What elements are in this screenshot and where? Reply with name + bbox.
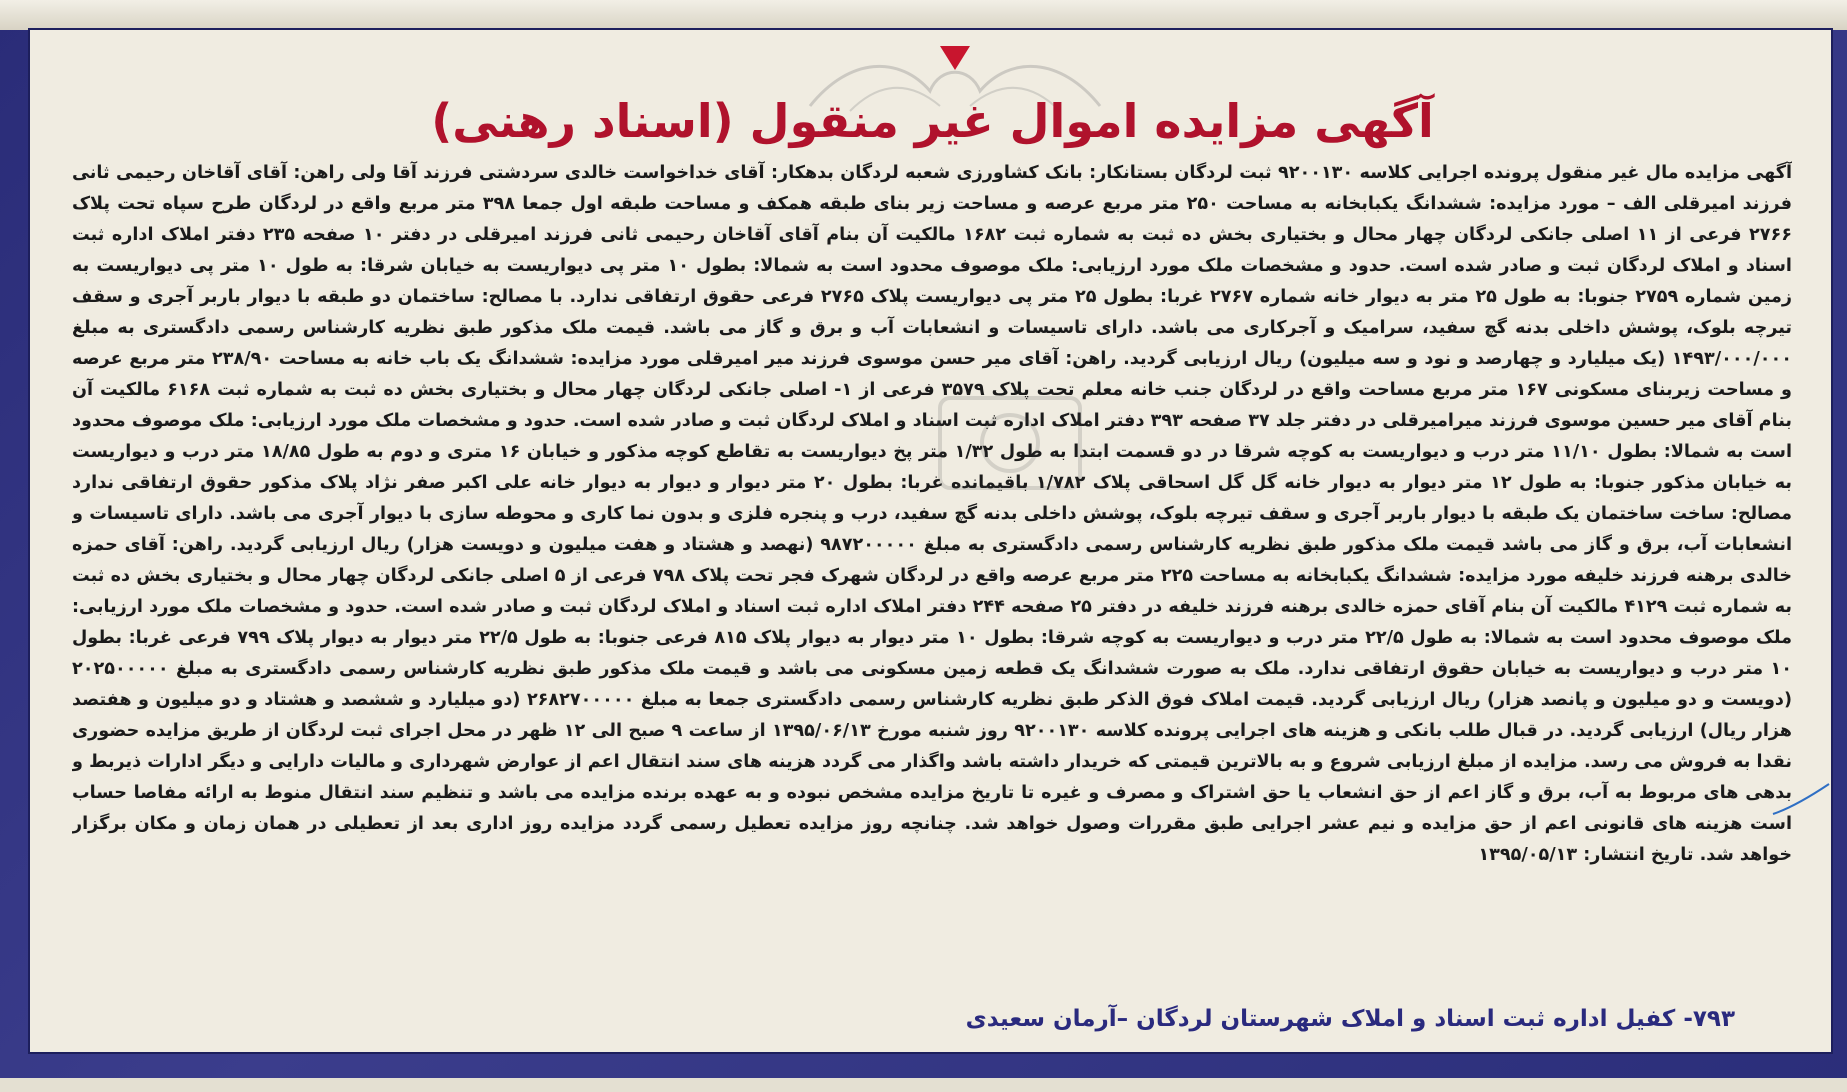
pen-mark-icon xyxy=(1771,780,1831,820)
top-paper-strip xyxy=(0,0,1847,30)
notice-panel xyxy=(28,28,1833,1054)
notice-title: آگهی مزایده اموال غیر منقول (اسناد رهنی) xyxy=(431,94,1434,148)
bottom-paper-strip xyxy=(0,1078,1847,1092)
notice-signature: ۷۹۳- کفیل اداره ثبت اسناد و املاک شهرستان لردگان –آرمان سعیدی xyxy=(965,1006,1735,1032)
watermark-logo-icon xyxy=(930,388,1090,498)
notice-body: آگهی مزایده مال غیر منقول پرونده اجرایی کلاسه ۹۲۰۰۱۳۰ ثبت لردگان بستانکار: بانک کشاورزی شعبه لردگان بدهکار: آقای خداخواست خالدی سردشتی فرزند آقا ولی راهن: آقای آقاخان رحیمی ثانی فرزند امیرقلی الف – مورد مزایده: ششدانگ یکبابخانه به مساحت ۲۵۰ متر مربع عرصه و مساحت زیر بنای طبقه همکف و مساحت طبقه اول جمعا ۳۹۸ متر مربع واقع در لردگان طرح سپاه تحت پلاک ۲۷۶۶ فرعی از ۱۱ اصلی جانکی لردگان چهار محال و بختیاری بخش ده ثبت به شماره ثبت ۱۶۸۲ مالکیت آن بنام آقای آقاخان رحیمی ثانی فرزند امیرقلی در دفتر ۱۰ صفحه ۲۳۵ دفتر املاک اداره ثبت اسناد و املاک لردگان ثبت و صادر شده است. حدود و مشخصات ملک مورد ارزیابی: ملک موصوف محدود است به شمالا: بطول ۱۰ متر پی دیواریست به خیابان شرقا: به طول ۱۰ متر پی دیواریست به زمین شماره ۲۷۵۹ جنوبا: به طول ۲۵ متر به دیوار خانه شماره ۲۷۶۷ غربا: بطول ۲۵ متر پی دیواریست پلاک ۲۷۶۵ فرعی حقوق ارتفاقی ندارد. با مصالح: ساختمان دو طبقه با دیوار باربر آجری و سقف تیرچه بلوک، پوشش داخلی بدنه گچ سفید، سرامیک و آجرکاری می باشد. دارای تاسیسات و انشعابات آب و برق و گاز می باشد. قیمت ملک مذکور طبق نظریه کارشناس رسمی دادگستری به مبلغ ۱۴۹۳/۰۰۰/۰۰۰ (یک میلیارد و چهارصد و نود و سه میلیون) ریال ارزیابی گردید. راهن: آقای میر حسن موسوی فرزند میر امیرقلی مورد مزایده: ششدانگ یک باب خانه به مساحت ۲۳۸/۹۰ متر مربع عرصه و مساحت زیربنای مسکونی ۱۶۷ متر مربع مساحت واقع در لردگان جنب خانه معلم تحت پلاک ۳۵۷۹ فرعی از ۱- اصلی جانکی لردگان چهار محال و بختیاری بخش ده ثبت به شماره ثبت ۶۱۶۸ مالکیت آن بنام آقای میر حسین موسوی فرزند میرامیرقلی در دفتر جلد ۳۷ صفحه ۳۹۳ دفتر املاک اداره ثبت اسناد و املاک لردگان ثبت و صادر شده است. حدود و مشخصات ملک مورد ارزیابی: ملک موصوف محدود است به شمالا: بطول ۱۱/۱۰ متر درب و دیواریست به کوچه شرقا در دو قسمت ابتدا به طول ۱/۳۲ متر پخ دیواریست به تقاطع کوچه مذکور و خیابان ۱۶ متری و دوم به طول ۱۸/۸۵ متر درب و دیواریست به خیابان مذکور جنوبا: به طول ۱۲ متر دیوار به دیوار خانه گل گل اسحاقی پلاک ۱/۷۸۲ باقیمانده غربا: بطول ۲۰ متر دیوار و دیوار به دیوار خانه علی اکبر صفر نژاد پلاک مذکور حقوق ارتفاقی ندارد مصالح: ساخت ساختمان یک طبقه با دیوار باربر آجری و سقف تیرچه بلوک، پوشش داخلی بدنه گچ سفید، درب و پنجره فلزی و بدون نما کاری و محوطه سازی با دیوار آجری می باشد. دارای تاسیسات و انشعابات آب، برق و گاز می باشد قیمت ملک مذکور طبق نظریه کارشناس رسمی دادگستری به مبلغ ۹۸۷۲۰۰۰۰۰ (نهصد و هشتاد و هفت میلیون و دویست هزار) ریال ارزیابی گردید. راهن: آقای حمزه خالدی برهنه فرزند خلیفه مورد مزایده: ششدانگ یکبابخانه به مساحت ۲۲۵ متر مربع عرصه واقع در لردگان شهرک فجر تحت پلاک ۷۹۸ فرعی از ۵ اصلی جانکی لردگان چهار محال و بختیاری بخش ده ثبت به شماره ثبت ۴۱۲۹ مالکیت آن بنام آقای حمزه خالدی برهنه فرزند خلیفه در دفتر ۲۵ صفحه ۲۴۴ دفتر املاک اداره ثبت اسناد و املاک لردگان ثبت و صادر شده است. حدود و مشخصات ملک مورد ارزیابی: ملک موصوف محدود است به شمالا: به طول ۲۲/۵ متر درب و دیواریست به کوچه شرقا: بطول ۱۰ متر دیوار به دیوار پلاک ۸۱۵ فرعی جنوبا: به طول ۲۲/۵ متر دیوار به دیوار پلاک ۷۹۹ فرعی غربا: بطول ۱۰ متر درب و دیواریست به خیابان حقوق ارتفاقی ندارد. ملک به صورت ششدانگ یک قطعه زمین مسکونی می باشد و قیمت ملک مذکور طبق نظریه کارشناس رسمی دادگستری به مبلغ ۲۰۲۵۰۰۰۰۰ (دویست و دو میلیون و پانصد هزار) ریال ارزیابی گردید. قیمت املاک فوق الذکر طبق نظریه کارشناس رسمی دادگستری جمعا به مبلغ ۲۶۸۲۷۰۰۰۰۰ (دو میلیارد و ششصد و هشتاد و دو میلیون و هفتصد هزار ریال) ارزیابی گردید. در قبال طلب بانکی و هزینه های اجرایی پرونده کلاسه ۹۲۰۰۱۳۰ روز شنبه مورخ ۱۳۹۵/۰۶/۱۳ از ساعت ۹ صبح الی ۱۲ ظهر در محل اجرای ثبت لردگان از طریق مزایده حضوری نقدا به فروش می رسد. مزایده از مبلغ ارزیابی شروع و به بالاترین قیمتی که خریدار داشته باشد واگذار می گردد هزینه های سند انتقال اعم از عوارض شهرداری و مالیات دارایی و دیگر ادارات ذیربط و بدهی های مربوط به آب، برق و گاز اعم از حق انشعاب یا حق اشتراک و مصرف و غیره تا تاریخ مزایده مشخص نبوده و به عهده برنده مزایده می باشد و تنظیم سند انتقال منوط به ارائه مفاصا حساب است هزینه های قانونی اعم از حق مزایده و نیم عشر اجرایی طبق مقررات وصول خواهد شد. چنانچه روز مزایده تعطیل رسمی گردد مزایده روز اداری بعد از تعطیلی در همان زمان و مکان برگزار خواهد شد. تاریخ انتشار: ۱۳۹۵/۰۵/۱۳ xyxy=(72,163,1792,865)
